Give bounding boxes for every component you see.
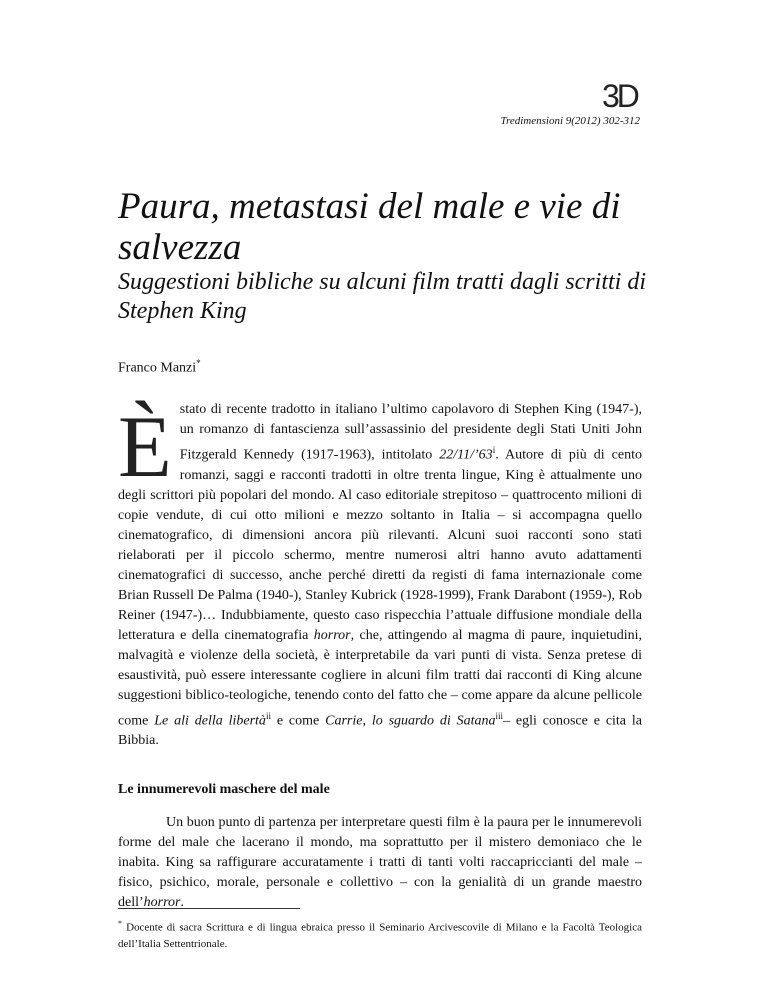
article-subtitle: Suggestioni bibliche su alcuni film tratti dagli scritti di Stephen King bbox=[118, 269, 646, 324]
intro-text-3: , che, attingendo al magma di paure, inquietudini, malvagità e violenze della società, è interpretabile da vari punti di vista. Senza pretese di esaustività, può essere interessante cogliere in alcuni film tratti dai racconti di King alcune suggestioni biblico-teologiche, tenendo conto del fatto che – come appare da alcune pellicole come bbox=[118, 627, 642, 729]
section-text-2: . bbox=[180, 895, 184, 910]
footnote-mark: * bbox=[118, 919, 122, 928]
author-footnote-mark: * bbox=[196, 358, 201, 368]
author-name: Franco Manzi bbox=[118, 360, 197, 376]
drop-cap: È bbox=[118, 399, 172, 496]
author-line bbox=[118, 358, 201, 377]
horror-term-2: horror bbox=[143, 895, 181, 910]
endnote-ref-2: ii bbox=[265, 710, 271, 721]
film-title-ali-liberta: Le ali della libertà bbox=[154, 713, 266, 729]
author-footnote bbox=[118, 916, 642, 952]
intro-paragraph bbox=[118, 400, 642, 751]
intro-text-4: e come bbox=[270, 713, 326, 729]
intro-text-2: . Autore di più di cento romanzi, saggi e racconti tradotti in oltre trenta lingue, King è attualmente uno degli scrittori più popolari del mondo. Al caso editoriale strepitoso – quattrocento milioni di copie vendute, di cui otto milioni e mezzo soltanto in Italia – si accompagna quello cinematografico, di dimensioni ancora più rilevanti. Alcuni suoi racconti sono stati rielaborati per il piccolo schermo, mentre numerosi altri hanno avuto adattamenti cinematografici di successo, anche perché diretti da registi di fama internazionale come Brian Russell De Palma (1940-), Stanley Kubrick (1928-1999), Frank Darabont (1959-), Rob Reiner (1947-)… Indubbiamente, questo caso rispecchia l’attuale diffusione mondiale della letteratura e della cinematografia bbox=[118, 447, 643, 643]
section-text-1: Un buon punto di partenza per interpretare questi film è la paura per le innumerevoli forme del male che lacerano il mondo, ma soprattutto per il mistero demoniaco che le inabita. King sa raffigurare accuratamente i tratti di tanti volti raccapriccianti del male – fisico, psichico, morale, personale e collettivo – con la genialità di un grande maestro dell’ bbox=[118, 815, 642, 910]
journal-logo: 3D bbox=[602, 78, 637, 114]
book-title-22-11-63: 22/11/’63 bbox=[439, 447, 493, 463]
horror-term: horror bbox=[313, 627, 351, 643]
section-paragraph bbox=[118, 813, 642, 913]
article-title: Paura, metastasi del male e vie di salvezza bbox=[118, 186, 621, 268]
footnote-divider bbox=[118, 908, 300, 909]
intro-text-1: stato di recente tradotto in italiano l’ultimo capolavoro di Stephen King (1947-), un romanzo di fantascienza sull’assassinio del presidente degli Stati Uniti John Fitzgerald Kennedy (1917-1963), intitolato bbox=[179, 402, 642, 463]
section-heading: Le innumerevoli maschere del male bbox=[118, 782, 330, 797]
footnote-text: Docente di sacra Scrittura e di lingua ebraica presso il Seminario Arcivescovile di Milano e la Facoltà Teologica dell’Italia Settentrionale. bbox=[118, 921, 642, 950]
endnote-ref-3: iii bbox=[495, 710, 504, 721]
endnote-ref-1: i bbox=[492, 445, 496, 455]
journal-reference: Tredimensioni 9(2012) 302-312 bbox=[500, 115, 640, 127]
film-title-carrie: Carrie, lo sguardo di Satana bbox=[325, 713, 496, 729]
intro-text-5: – egli conosce e cita la Bibbia. bbox=[118, 713, 642, 749]
